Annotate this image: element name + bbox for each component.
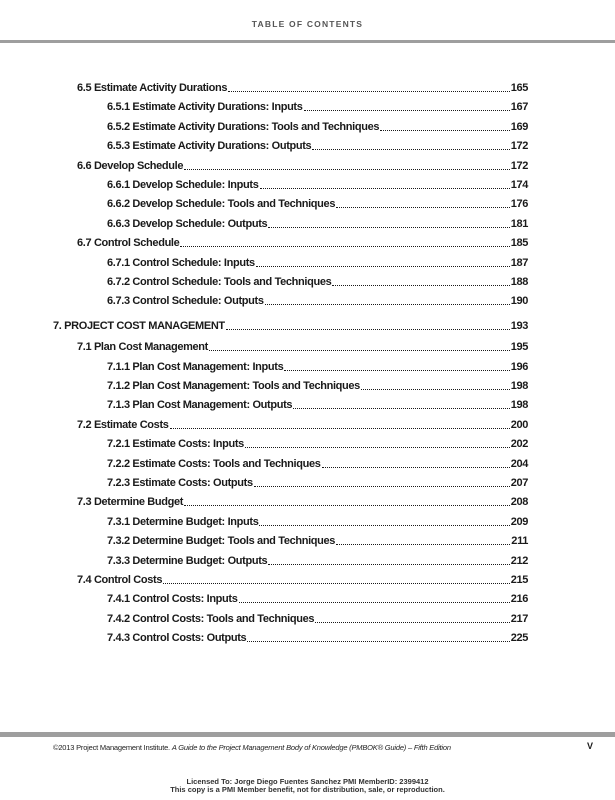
toc-entry-title: 6.7 Control Schedule	[77, 237, 180, 250]
toc-leader-dots	[265, 303, 510, 305]
toc-entry-title: 7.2.1 Estimate Costs: Inputs	[107, 438, 244, 451]
toc-entry[interactable]	[107, 99, 528, 115]
toc-leader-dots	[163, 582, 510, 584]
toc-entry[interactable]	[107, 397, 528, 413]
toc-leader-dots	[245, 446, 510, 448]
toc-entry-title: 7.2.3 Estimate Costs: Outputs	[107, 477, 253, 489]
toc-leader-dots	[184, 168, 510, 170]
toc-leader-dots	[170, 427, 510, 429]
toc-leader-dots	[256, 265, 510, 267]
toc-leader-dots	[268, 563, 509, 565]
toc-entry-page: 225	[510, 632, 528, 645]
toc-entry[interactable]	[107, 274, 528, 290]
toc-entry-title: 7.4 Control Costs	[77, 574, 163, 586]
toc-entry-title: 6.7.1 Control Schedule: Inputs	[107, 256, 255, 269]
toc-entry-page: 211	[511, 535, 528, 548]
toc-entry-title: 7.4.2 Control Costs: Tools and Techniques	[107, 612, 315, 625]
toc-entry-title: 7.1.2 Plan Cost Management: Tools and Techniques	[107, 380, 360, 392]
toc-entry[interactable]	[53, 318, 528, 334]
toc-entry-page: 190	[510, 295, 528, 308]
toc-leader-dots	[315, 621, 510, 623]
toc-entry[interactable]	[77, 339, 528, 355]
toc-entry[interactable]	[107, 475, 528, 491]
toc-entry-title: 6.7.2 Control Schedule: Tools and Techniques	[107, 276, 332, 288]
toc-entry-page: 198	[510, 399, 528, 412]
toc-entry-page: 200	[510, 418, 528, 431]
footer-book-title: A Guide to the Project Management Body of Knowledge (PMBOK® Guide) – Fifth Edition	[171, 743, 451, 752]
toc-entry-page: 185	[510, 237, 528, 250]
toc-entry-page: 212	[510, 554, 528, 567]
toc-entry-title: 6.6.1 Develop Schedule: Inputs	[107, 179, 259, 191]
toc-entry-title: 7.1.1 Plan Cost Management: Inputs	[107, 360, 284, 373]
toc-entry[interactable]	[107, 630, 528, 646]
page-header-title: TABLE OF CONTENTS	[251, 19, 364, 29]
toc-leader-dots	[293, 407, 510, 409]
toc-entry-page: 169	[510, 120, 528, 133]
toc-entry[interactable]	[107, 177, 528, 193]
toc-entry-page: 165	[510, 82, 528, 94]
toc-entry-page: 176	[510, 198, 528, 211]
toc-entry-title: 6.5 Estimate Activity Durations	[77, 82, 228, 94]
toc-entry-title: 7.2 Estimate Costs	[77, 418, 169, 431]
toc-entry[interactable]	[107, 591, 528, 607]
toc-leader-dots	[304, 109, 510, 111]
toc-entry[interactable]	[107, 293, 528, 309]
toc-entry-page: 204	[510, 457, 528, 470]
toc-entry[interactable]	[77, 158, 528, 174]
footer-divider	[0, 732, 615, 737]
toc-leader-dots	[322, 466, 510, 468]
toc-entry[interactable]	[77, 572, 528, 588]
toc-leader-dots	[247, 640, 509, 642]
toc-leader-dots	[226, 328, 510, 330]
toc-entry-page: 172	[510, 140, 528, 153]
toc-leader-dots	[268, 226, 509, 228]
toc-entry-page: 187	[510, 256, 528, 269]
toc-leader-dots	[336, 543, 510, 545]
toc-entry[interactable]	[107, 196, 528, 212]
toc-entry-title: 6.5.1 Estimate Activity Durations: Inputs	[107, 101, 303, 114]
toc-entry-title: 7.4.3 Control Costs: Outputs	[107, 632, 247, 645]
toc-entry-title: 7.3 Determine Budget	[77, 496, 184, 509]
toc-entry[interactable]	[107, 119, 528, 135]
toc-entry-title: 6.6.3 Develop Schedule: Outputs	[107, 217, 268, 230]
toc-entry-title: 7.3.1 Determine Budget: Inputs	[107, 515, 259, 528]
footer-page-number: V	[586, 741, 593, 751]
toc-entry-title: 6.5.2 Estimate Activity Durations: Tools and Techniques	[107, 120, 380, 133]
toc-leader-dots	[209, 349, 510, 351]
toc-leader-dots	[336, 206, 510, 208]
toc-entry-page: 181	[510, 217, 528, 230]
toc-entry[interactable]	[107, 216, 528, 232]
toc-entry-title: 6.6 Develop Schedule	[77, 159, 184, 172]
toc-entry-title: 6.7.3 Control Schedule: Outputs	[107, 295, 264, 308]
toc-entry-page: 196	[510, 360, 528, 373]
footer-copyright	[53, 743, 451, 752]
toc-entry[interactable]	[107, 359, 528, 375]
toc-entry-page: 193	[510, 319, 528, 332]
toc-entry-title: 6.6.2 Develop Schedule: Tools and Techniques	[107, 198, 336, 211]
toc-entry[interactable]	[107, 378, 528, 394]
toc-entry-page: 172	[510, 159, 528, 172]
toc-entry[interactable]	[107, 436, 528, 452]
toc-entry[interactable]	[107, 138, 528, 154]
toc-entry-page: 174	[510, 179, 528, 191]
toc-leader-dots	[239, 601, 510, 603]
toc-leader-dots	[180, 245, 509, 247]
toc-entry-page: 208	[510, 496, 528, 509]
toc-entry-title: 7. PROJECT COST MANAGEMENT	[53, 319, 225, 332]
toc-entry[interactable]	[77, 235, 528, 251]
license-line-1: Licensed To: Jorge Diego Fuentes Sanchez PMI MemberID: 2399412	[186, 777, 429, 786]
toc-leader-dots	[254, 485, 510, 487]
toc-entry[interactable]	[107, 514, 528, 530]
toc-entry[interactable]	[107, 456, 528, 472]
toc-entry[interactable]	[107, 553, 528, 569]
toc-entry-title: 7.2.2 Estimate Costs: Tools and Techniques	[107, 457, 321, 470]
toc-entry-page: 195	[510, 341, 528, 354]
toc-entry[interactable]	[107, 533, 528, 549]
footer-copyright-text: ©2013 Project Management Institute.	[53, 743, 172, 752]
toc-leader-dots	[260, 187, 510, 189]
toc-leader-dots	[228, 90, 510, 92]
toc-entry-title: 7.3.3 Determine Budget: Outputs	[107, 554, 268, 567]
toc-entry-page: 216	[510, 593, 528, 606]
toc-entry[interactable]	[77, 80, 528, 96]
toc-entry-title: 7.3.2 Determine Budget: Tools and Techniques	[107, 535, 336, 548]
toc-entry-title: 7.4.1 Control Costs: Inputs	[107, 593, 238, 606]
toc-leader-dots	[284, 369, 509, 371]
toc-entry[interactable]	[77, 417, 528, 433]
toc-leader-dots	[361, 388, 510, 390]
toc-entry-title: 6.5.3 Estimate Activity Durations: Outputs	[107, 140, 312, 153]
license-line-2: This copy is a PMI Member benefit, not for distribution, sale, or reproduction.	[170, 785, 445, 794]
toc-entry[interactable]	[107, 611, 528, 627]
toc-entry-title: 7.1 Plan Cost Management	[77, 341, 208, 354]
toc-leader-dots	[312, 148, 509, 150]
toc-entry-page: 167	[510, 101, 528, 114]
toc-leader-dots	[380, 129, 510, 131]
toc-entry[interactable]	[77, 494, 528, 510]
toc-entry-title: 7.1.3 Plan Cost Management: Outputs	[107, 399, 293, 412]
toc-entry-page: 202	[510, 438, 528, 451]
toc-entry-page: 209	[510, 515, 528, 528]
header-divider	[0, 40, 615, 43]
toc-leader-dots	[184, 504, 510, 506]
toc-entry-page: 215	[510, 574, 528, 586]
toc-entry-page: 198	[510, 380, 528, 392]
toc-leader-dots	[332, 284, 509, 286]
toc-entry-page: 188	[510, 276, 528, 288]
toc-leader-dots	[259, 524, 509, 526]
license-notice	[0, 778, 615, 794]
toc-entry-page: 207	[510, 477, 528, 489]
toc-entry[interactable]	[107, 255, 528, 271]
toc-entry-page: 217	[510, 612, 528, 625]
